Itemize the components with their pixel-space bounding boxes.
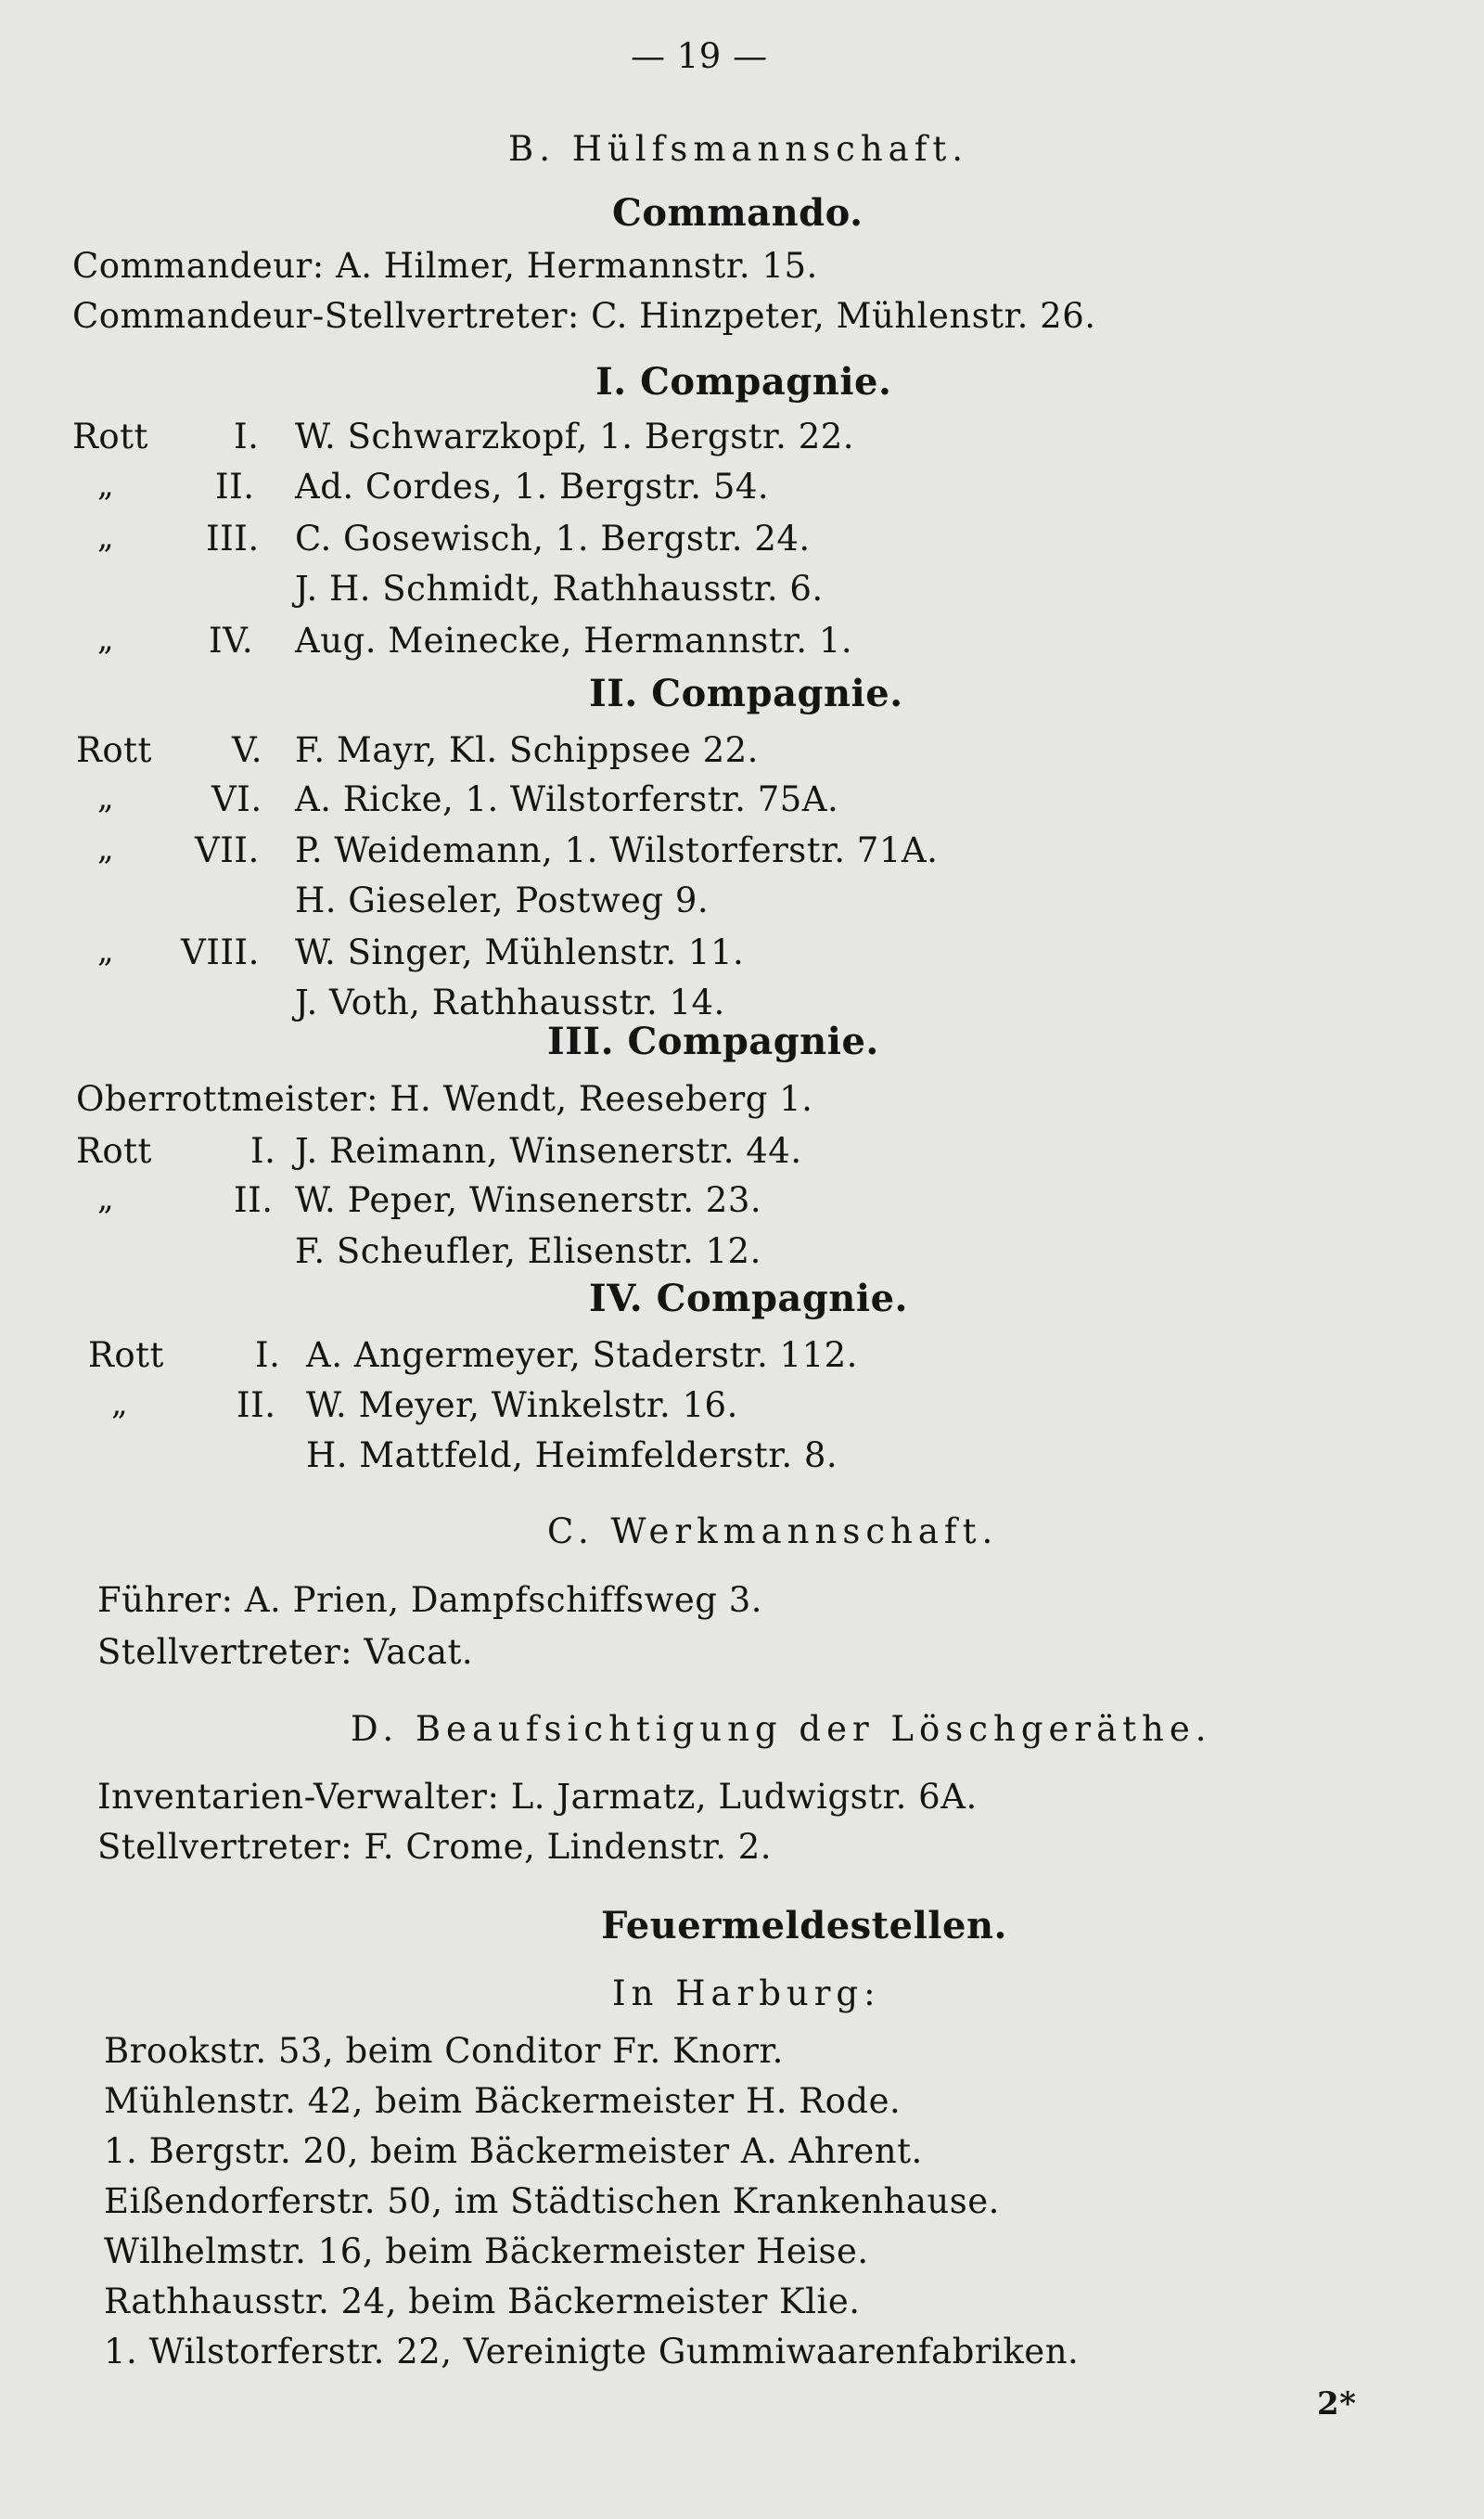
row-number: I. — [234, 417, 260, 456]
row-entry: C. Gosewisch, 1. Bergstr. 24. — [295, 519, 811, 559]
row-entry: W. Peper, Winsenerstr. 23. — [295, 1180, 762, 1220]
row-number: III. — [206, 519, 260, 559]
commandeur-stellvertreter-line: Commandeur-Stellvertreter: C. Hinzpeter, Mühlenstr. 26. — [72, 296, 1096, 336]
feuermelde-line: 1. Wilstorferstr. 22, Vereinigte Gummiwaarenfabriken. — [104, 2332, 1080, 2371]
feuermelde-subheading: In Harburg: — [612, 1973, 881, 2013]
row-number: VIII. — [181, 932, 260, 972]
row-label: Rott — [76, 1131, 152, 1171]
row-entry: H. Mattfeld, Heimfelderstr. 8. — [306, 1435, 838, 1475]
row-number: IV. — [209, 621, 254, 661]
row-entry: Aug. Meinecke, Hermannstr. 1. — [295, 621, 853, 661]
section-b-title: B. Hülfsmannschaft. — [508, 129, 969, 169]
company-1-heading: I. Compagnie. — [595, 360, 892, 404]
ditto-mark: „ — [97, 467, 115, 504]
row-label: Rott — [72, 417, 148, 456]
oberrottmeister-line: Oberrottmeister: H. Wendt, Reeseberg 1. — [76, 1079, 813, 1119]
row-entry: W. Schwarzkopf, 1. Bergstr. 22. — [295, 417, 855, 456]
row-number: II. — [234, 1180, 274, 1220]
row-number: II. — [237, 1385, 276, 1425]
row-entry: P. Weidemann, 1. Wilstorferstr. 71A. — [295, 830, 939, 870]
row-number: VI. — [211, 779, 262, 819]
ditto-mark: „ — [97, 932, 115, 970]
stellvertreter-line: Stellvertreter: Vacat. — [97, 1632, 474, 1672]
feuermelde-line: Mühlenstr. 42, beim Bäckermeister H. Rode. — [104, 2081, 902, 2121]
feuermelde-line: Rathhausstr. 24, beim Bäckermeister Klie. — [104, 2281, 861, 2321]
feuermelde-heading: Feuermeldestellen. — [601, 1904, 1007, 1947]
row-entry: W. Singer, Mühlenstr. 11. — [295, 932, 745, 972]
feuermelde-line: Eißendorferstr. 50, im Städtischen Krankenhause. — [104, 2181, 1000, 2221]
commando-heading: Commando. — [612, 191, 864, 235]
row-entry: F. Scheufler, Elisenstr. 12. — [295, 1231, 761, 1271]
row-number: I. — [250, 1131, 276, 1171]
company-2-heading: II. Compagnie. — [589, 672, 903, 715]
row-number: VII. — [195, 830, 260, 870]
row-entry: F. Mayr, Kl. Schippsee 22. — [295, 730, 759, 770]
row-entry: W. Meyer, Winkelstr. 16. — [306, 1385, 738, 1425]
row-label: Rott — [76, 730, 152, 770]
company-3-heading: III. Compagnie. — [547, 1020, 879, 1063]
ditto-mark: „ — [97, 621, 115, 658]
row-number: II. — [215, 467, 255, 507]
row-label: Rott — [88, 1335, 164, 1375]
page-number: — 19 — — [631, 36, 768, 76]
row-entry: Ad. Cordes, 1. Bergstr. 54. — [295, 467, 770, 507]
ditto-mark: „ — [97, 1180, 115, 1217]
row-entry: J. Voth, Rathhausstr. 14. — [295, 983, 725, 1022]
section-d-title: D. Beaufsichtigung der Löschgeräthe. — [351, 1709, 1212, 1749]
inventarien-verwalter-line: Inventarien-Verwalter: L. Jarmatz, Ludwigstr. 6A. — [97, 1777, 978, 1817]
ditto-mark: „ — [97, 519, 115, 556]
company-4-heading: IV. Compagnie. — [589, 1277, 908, 1320]
stellvertreter-line: Stellvertreter: F. Crome, Lindenstr. 2. — [97, 1827, 773, 1867]
feuermelde-line: Brookstr. 53, beim Conditor Fr. Knorr. — [104, 2031, 784, 2071]
row-entry: A. Ricke, 1. Wilstorferstr. 75A. — [295, 779, 839, 819]
feuermelde-line: Wilhelmstr. 16, beim Bäckermeister Heise. — [104, 2231, 869, 2271]
row-entry: H. Gieseler, Postweg 9. — [295, 880, 710, 920]
feuermelde-line: 1. Bergstr. 20, beim Bäckermeister A. Ahrent. — [104, 2131, 923, 2171]
section-c-title: C. Werkmannschaft. — [547, 1511, 999, 1551]
ditto-mark: „ — [97, 830, 115, 868]
commandeur-line: Commandeur: A. Hilmer, Hermannstr. 15. — [72, 246, 818, 286]
row-number: I. — [255, 1335, 281, 1375]
row-entry: J. Reimann, Winsenerstr. 44. — [295, 1131, 802, 1171]
ditto-mark: „ — [97, 779, 115, 816]
row-entry: A. Angermeyer, Staderstr. 112. — [306, 1335, 858, 1375]
row-number: V. — [232, 730, 263, 770]
ditto-mark: „ — [111, 1385, 129, 1422]
fuehrer-line: Führer: A. Prien, Dampfschiffsweg 3. — [97, 1580, 762, 1620]
signature-mark: 2* — [1317, 2385, 1357, 2423]
row-entry: J. H. Schmidt, Rathhausstr. 6. — [295, 569, 824, 609]
